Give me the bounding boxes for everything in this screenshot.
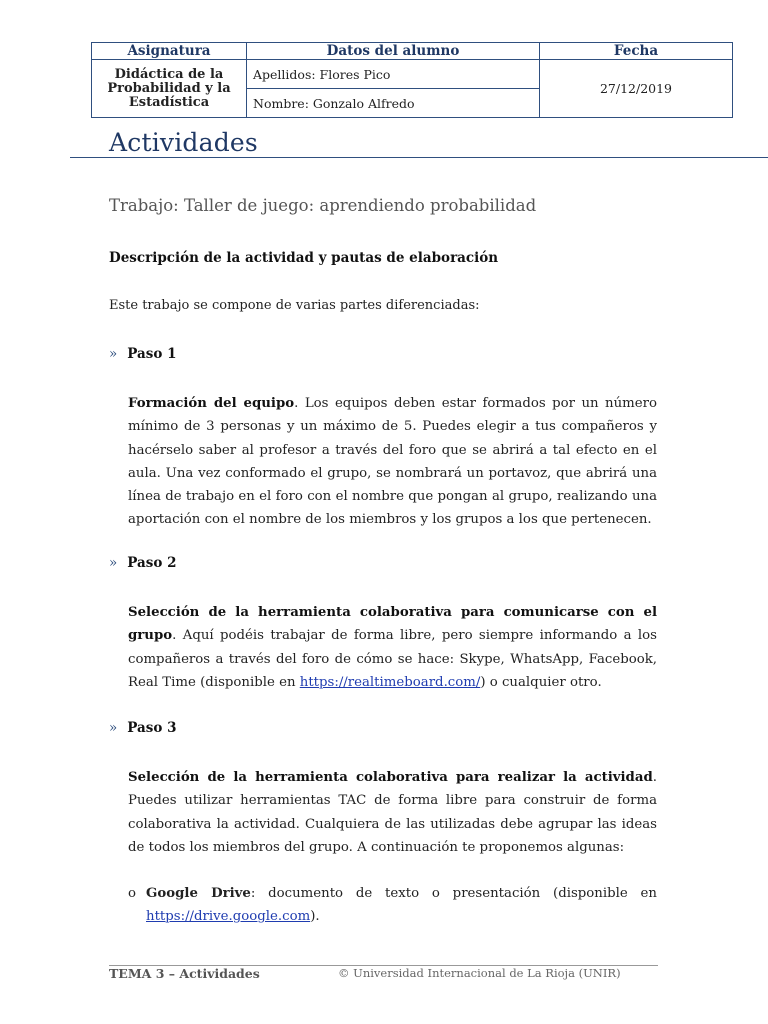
- bullet-marker: o: [128, 886, 137, 901]
- title-rule: [70, 157, 768, 158]
- col-subject-header: Asignatura: [92, 43, 247, 60]
- bullet-text-before: : documento de texto o presentación (disponible en: [250, 886, 657, 901]
- step-1-label: Paso 1: [127, 346, 177, 362]
- bullet-text: [146, 882, 657, 928]
- step-1-text: . Los equipos deben estar formados por un número mínimo de 3 personas y un máximo de 5. Puedes elegir a tus compañeros y hacérselo saber al profesor a través del foro que se abrirá a tal efecto en el aula. Una vez conformado el grupo, se nombrará un portavoz, que abrirá una línea de trabajo en el foro con el nombre que pongan al grupo, realizando una aportación con el nombre de los miembros y los grupos a los que pertenecen.: [128, 396, 658, 528]
- intro-text: Este trabajo se compone de varias partes diferenciadas:: [109, 298, 480, 313]
- chevron-icon: »: [109, 346, 118, 362]
- step-2-text-before: . Aquí podéis trabajar de forma libre, pero siempre informando a los compañeros a través del foro de cómo se hace: Skype, WhatsApp, Facebook, Real Time (disponible en: [128, 628, 657, 690]
- step-3-heading: [109, 720, 177, 736]
- header-row: [92, 43, 733, 60]
- page-title: Actividades: [109, 128, 258, 157]
- description-heading: Descripción de la actividad y pautas de elaboración: [109, 250, 499, 266]
- step-1-paragraph: [128, 392, 657, 532]
- col-student-header: Datos del alumno: [247, 43, 540, 60]
- name-cell: Nombre: Gonzalo Alfredo: [247, 89, 540, 118]
- step-2-heading: [109, 555, 177, 571]
- surname-cell: Apellidos: Flores Pico: [247, 60, 540, 89]
- chevron-icon: »: [109, 720, 118, 736]
- google-drive-link[interactable]: https://drive.google.com: [146, 909, 311, 924]
- bullet-text-after: ).: [310, 909, 320, 924]
- data-row-1: [92, 60, 733, 89]
- step-1-lead: Formación del equipo: [128, 396, 295, 411]
- footer-copyright: © Universidad Internacional de La Rioja (UNIR): [338, 966, 621, 980]
- step-2-label: Paso 2: [127, 555, 177, 571]
- step-2-paragraph: [128, 601, 657, 694]
- subject-line-1: Didáctica de la: [114, 66, 224, 82]
- subject-line-3: Estadística: [128, 94, 210, 110]
- header-table: [91, 42, 733, 118]
- realtimeboard-link[interactable]: https://realtimeboard.com/: [299, 674, 481, 690]
- col-date-header: Fecha: [540, 43, 733, 60]
- chevron-icon: »: [109, 555, 118, 571]
- step-1-heading: [109, 346, 177, 362]
- subject-line-2: Probabilidad y la: [107, 80, 231, 96]
- work-title: Trabajo: Taller de juego: aprendiendo probabilidad: [109, 196, 537, 215]
- step-3-paragraph: [128, 766, 657, 859]
- step-3-text: . Puedes utilizar herramientas TAC de forma libre para construir de forma colaborativa la actividad. Cualquiera de las utilizadas debe agrupar las ideas de todos los miembros del grupo. A continuación te proponemos algunas:: [128, 770, 657, 855]
- footer-topic: TEMA 3 – Actividades: [109, 966, 260, 981]
- step-2-text-after: ) o cualquier otro.: [480, 674, 602, 690]
- step-3-label: Paso 3: [127, 720, 177, 736]
- google-drive-bullet: [128, 882, 657, 928]
- date-cell: 27/12/2019: [540, 60, 733, 118]
- subject-cell: [92, 60, 247, 118]
- step-3-lead: Selección de la herramienta colaborativa para realizar la actividad: [128, 770, 653, 785]
- bullet-lead: Google Drive: [146, 886, 251, 901]
- step-2-lead: Selección de la herramienta colaborativa para comunicarse con el grupo: [128, 605, 657, 644]
